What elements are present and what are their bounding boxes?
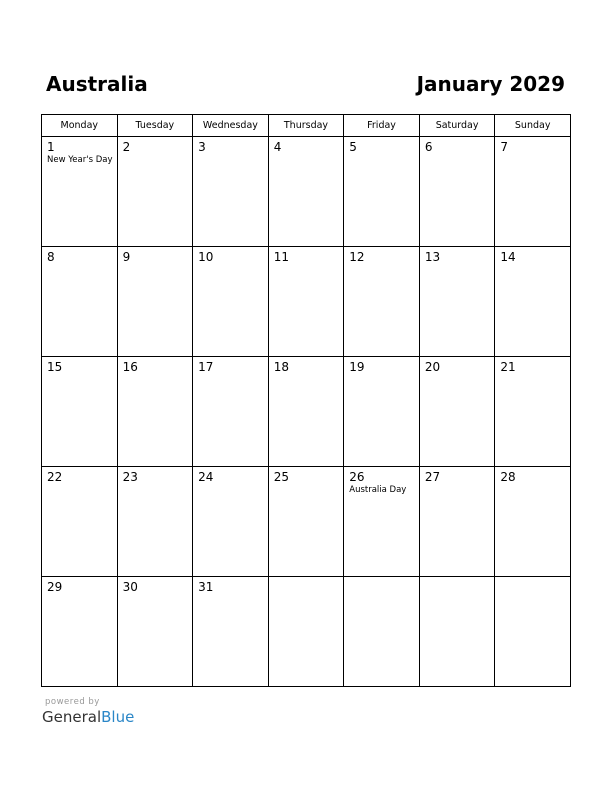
day-cell <box>42 357 118 467</box>
day-number: 16 <box>122 360 138 374</box>
day-number: 11 <box>273 250 289 264</box>
day-number: 25 <box>273 470 289 484</box>
day-cell <box>117 357 193 467</box>
country-title: Australia <box>46 72 148 96</box>
day-cell <box>193 577 269 687</box>
day-number: 28 <box>500 470 516 484</box>
day-number: 15 <box>47 360 63 374</box>
day-number: 21 <box>500 360 516 374</box>
day-number: 22 <box>47 470 63 484</box>
day-number: 1 <box>47 140 55 154</box>
empty-day-cell <box>344 577 420 687</box>
calendar-grid <box>41 114 571 687</box>
empty-day-cell <box>495 577 571 687</box>
day-cell <box>268 357 344 467</box>
powered-by-label: powered by <box>45 697 100 707</box>
day-cell <box>42 467 118 577</box>
day-cell <box>268 467 344 577</box>
day-cell <box>193 357 269 467</box>
day-cell <box>268 247 344 357</box>
week-row <box>42 577 571 687</box>
day-cell <box>419 357 495 467</box>
day-number: 6 <box>424 140 433 154</box>
brand-part-blue: Blue <box>101 708 135 726</box>
day-cell <box>344 247 420 357</box>
day-cell <box>193 247 269 357</box>
empty-day-cell <box>419 577 495 687</box>
day-cell <box>193 467 269 577</box>
day-cell <box>193 137 269 247</box>
day-number: 17 <box>198 360 214 374</box>
day-number: 24 <box>198 470 214 484</box>
day-number: 7 <box>500 140 509 154</box>
day-cell <box>495 467 571 577</box>
day-number: 18 <box>273 360 289 374</box>
day-number: 19 <box>349 360 365 374</box>
day-number: 2 <box>122 140 131 154</box>
day-cell <box>42 137 118 247</box>
weekday-monday: Monday <box>42 115 118 137</box>
day-cell <box>117 577 193 687</box>
day-cell <box>419 137 495 247</box>
weekday-wednesday: Wednesday <box>193 115 269 137</box>
weekday-tuesday: Tuesday <box>117 115 193 137</box>
weekday-saturday: Saturday <box>419 115 495 137</box>
day-cell <box>268 137 344 247</box>
holiday-label: New Year's Day <box>47 155 113 165</box>
week-row <box>42 137 571 247</box>
day-cell <box>344 467 420 577</box>
day-cell <box>344 137 420 247</box>
weekday-header-row <box>42 115 571 137</box>
day-number: 12 <box>349 250 365 264</box>
weekday-thursday: Thursday <box>268 115 344 137</box>
week-row <box>42 357 571 467</box>
day-number: 9 <box>122 250 131 264</box>
day-cell <box>495 137 571 247</box>
month-title: January 2029 <box>416 72 565 96</box>
day-cell <box>117 467 193 577</box>
day-cell <box>117 247 193 357</box>
weekday-friday: Friday <box>344 115 420 137</box>
day-cell <box>42 247 118 357</box>
day-cell <box>495 247 571 357</box>
day-number: 23 <box>122 470 138 484</box>
day-number: 3 <box>198 140 206 154</box>
day-number: 8 <box>47 250 55 264</box>
day-cell <box>344 357 420 467</box>
holiday-label: Australia Day <box>349 485 407 495</box>
day-number: 27 <box>424 470 441 484</box>
day-cell <box>117 137 193 247</box>
day-cell <box>419 467 495 577</box>
week-row <box>42 467 571 577</box>
day-number: 30 <box>122 580 138 594</box>
day-number: 4 <box>273 140 282 154</box>
day-number: 14 <box>500 250 516 264</box>
day-number: 5 <box>349 140 357 154</box>
day-cell <box>419 247 495 357</box>
day-number: 10 <box>198 250 214 264</box>
day-number: 29 <box>47 580 63 594</box>
week-row <box>42 247 571 357</box>
empty-day-cell <box>268 577 344 687</box>
day-number: 31 <box>198 580 214 594</box>
day-number: 13 <box>424 250 441 264</box>
weekday-sunday: Sunday <box>495 115 571 137</box>
day-cell <box>495 357 571 467</box>
brand-part-general: General <box>42 708 102 726</box>
generalblue-logo[interactable] <box>42 708 134 726</box>
day-cell <box>42 577 118 687</box>
day-number: 20 <box>424 360 441 374</box>
day-number: 26 <box>349 470 365 484</box>
